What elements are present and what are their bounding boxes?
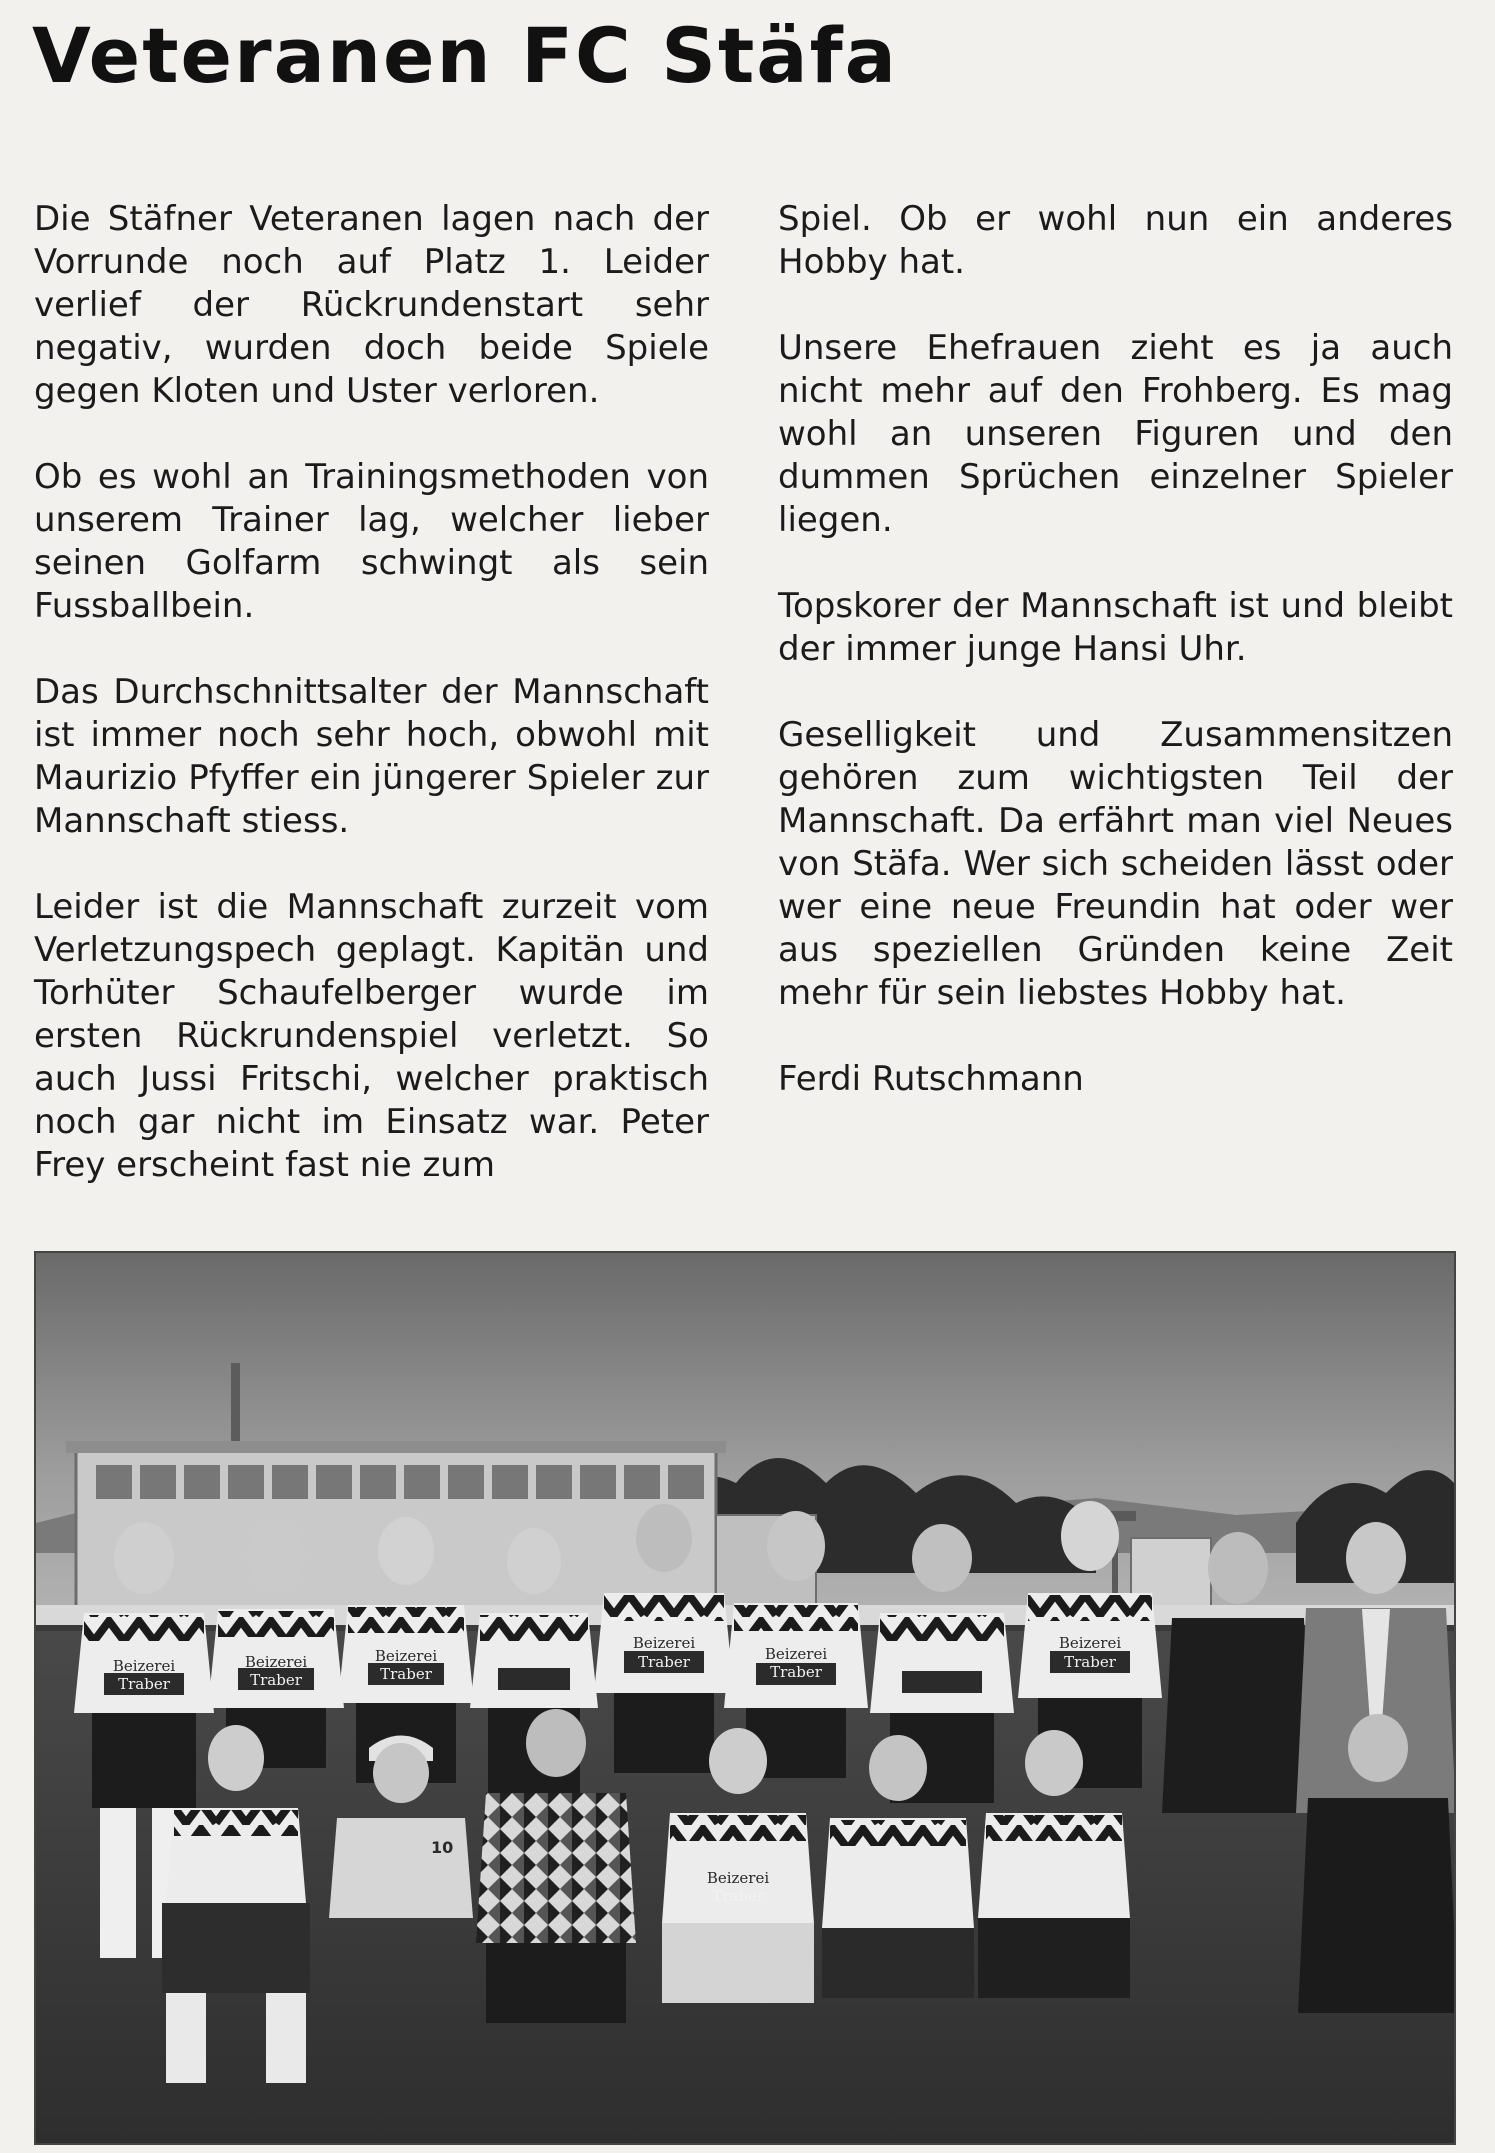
paragraph: Das Durchschnittsalter der Mannschaft ist immer noch sehr hoch, obwohl mit Maurizio Pfyffer ein jüngerer Spieler zur Mannschaft stiess. bbox=[34, 672, 709, 841]
shirt-number: 10 bbox=[431, 1838, 454, 1857]
sponsor-label: Traber bbox=[638, 1653, 690, 1671]
sponsor-label: Beizerei bbox=[244, 1653, 308, 1671]
left-column bbox=[34, 198, 709, 1230]
author-signature: Ferdi Rutschmann bbox=[778, 1059, 1084, 1099]
paragraph: Ob es wohl an Trainingsmethoden von unserem Trainer lag, welcher lieber seinen Golfarm schwingt als sein Fussballbein. bbox=[34, 457, 709, 626]
team-photo bbox=[34, 1251, 1456, 2145]
sponsor-label: Traber bbox=[712, 1887, 764, 1905]
paragraph: Geselligkeit und Zusammensitzen gehören zum wichtigsten Teil der Mannschaft. Da erfährt man viel Neues von Stäfa. Wer sich scheiden lässt oder wer eine neue Freundin hat oder wer aus speziellen Gründen keine Zeit mehr für sein liebstes Hobby hat. bbox=[778, 715, 1453, 1013]
right-column bbox=[778, 198, 1453, 1144]
sponsor-label: Traber bbox=[118, 1675, 170, 1693]
sponsor-label: Traber bbox=[380, 1665, 432, 1683]
sponsor-label: Beizerei bbox=[1058, 1634, 1122, 1652]
sponsor-label: Beizerei bbox=[632, 1634, 696, 1652]
sponsor-label: Beizerei bbox=[374, 1647, 438, 1665]
team-photo-graphic bbox=[36, 1253, 1454, 2143]
paragraph: Leider ist die Mannschaft zurzeit vom Verletzungspech geplagt. Kapitän und Torhüter Schaufelberger wurde im ersten Rückrundenspiel verletzt. So auch Jussi Fritschi, welcher praktisch noch gar nicht im Einsatz war. Peter Frey erscheint fast nie zum bbox=[34, 887, 709, 1185]
paragraph: Spiel. Ob er wohl nun ein anderes Hobby hat. bbox=[778, 199, 1453, 282]
paragraph: Topskorer der Mannschaft ist und bleibt der immer junge Hansi Uhr. bbox=[778, 586, 1453, 669]
article-title: Veteranen FC Stäfa bbox=[32, 11, 898, 100]
sponsor-label: Beizerei bbox=[706, 1869, 770, 1887]
sponsor-label: Traber bbox=[1064, 1653, 1116, 1671]
sponsor-label: Traber bbox=[250, 1671, 302, 1689]
sponsor-label: Traber bbox=[770, 1663, 822, 1681]
paragraph: Die Stäfner Veteranen lagen nach der Vorrunde noch auf Platz 1. Leider verlief der Rückrundenstart sehr negativ, wurden doch beide Spiele gegen Kloten und Uster verloren. bbox=[34, 199, 709, 411]
paragraph: Unsere Ehefrauen zieht es ja auch nicht mehr auf den Frohberg. Es mag wohl an unseren Figuren und den dummen Sprüchen einzelner Spieler liegen. bbox=[778, 328, 1453, 540]
sponsor-label: Beizerei bbox=[112, 1657, 176, 1675]
sponsor-label: Beizerei bbox=[764, 1645, 828, 1663]
